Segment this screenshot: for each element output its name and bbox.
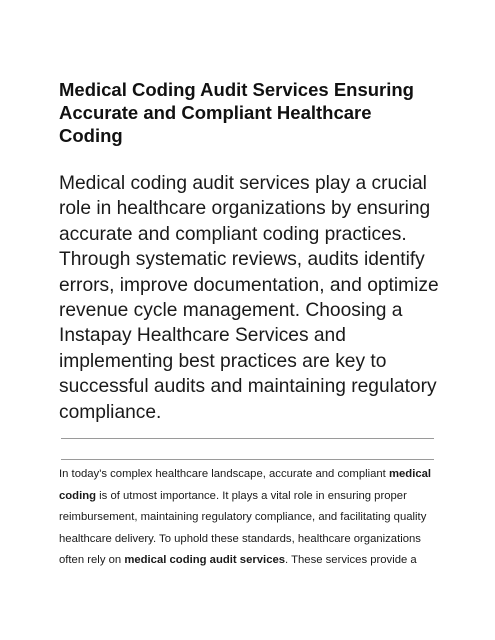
body-paragraph	[59, 464, 439, 572]
horizontal-divider-top	[61, 438, 434, 439]
document-title: Medical Coding Audit Services Ensuring Accurate and Compliant Healthcare Coding	[59, 79, 414, 146]
body-text-segment: is of utmost importance. It plays a vital role in ensuring proper reimbursement, maintaining regulatory compliance, and facilitating quality healthcare delivery. To uphold these standards, healthcare organizations often rely on	[59, 489, 427, 567]
horizontal-divider-bottom	[61, 459, 434, 460]
body-text-segment: In today's complex healthcare landscape, accurate and compliant	[59, 468, 389, 480]
lead-paragraph: Medical coding audit services play a crucial role in healthcare organizations by ensuring accurate and compliant coding practices. Through systematic reviews, audits identify errors, improve documentation, and optimize revenue cycle management. Choosing a Instapay Healthcare Services and implementing best practices are key to successful audits and maintaining regulatory compliance.	[59, 173, 439, 423]
body-text-segment: . These services provide a	[285, 554, 417, 567]
body-bold-term: medical coding	[59, 468, 432, 502]
body-bold-term: medical coding audit services	[124, 554, 286, 567]
